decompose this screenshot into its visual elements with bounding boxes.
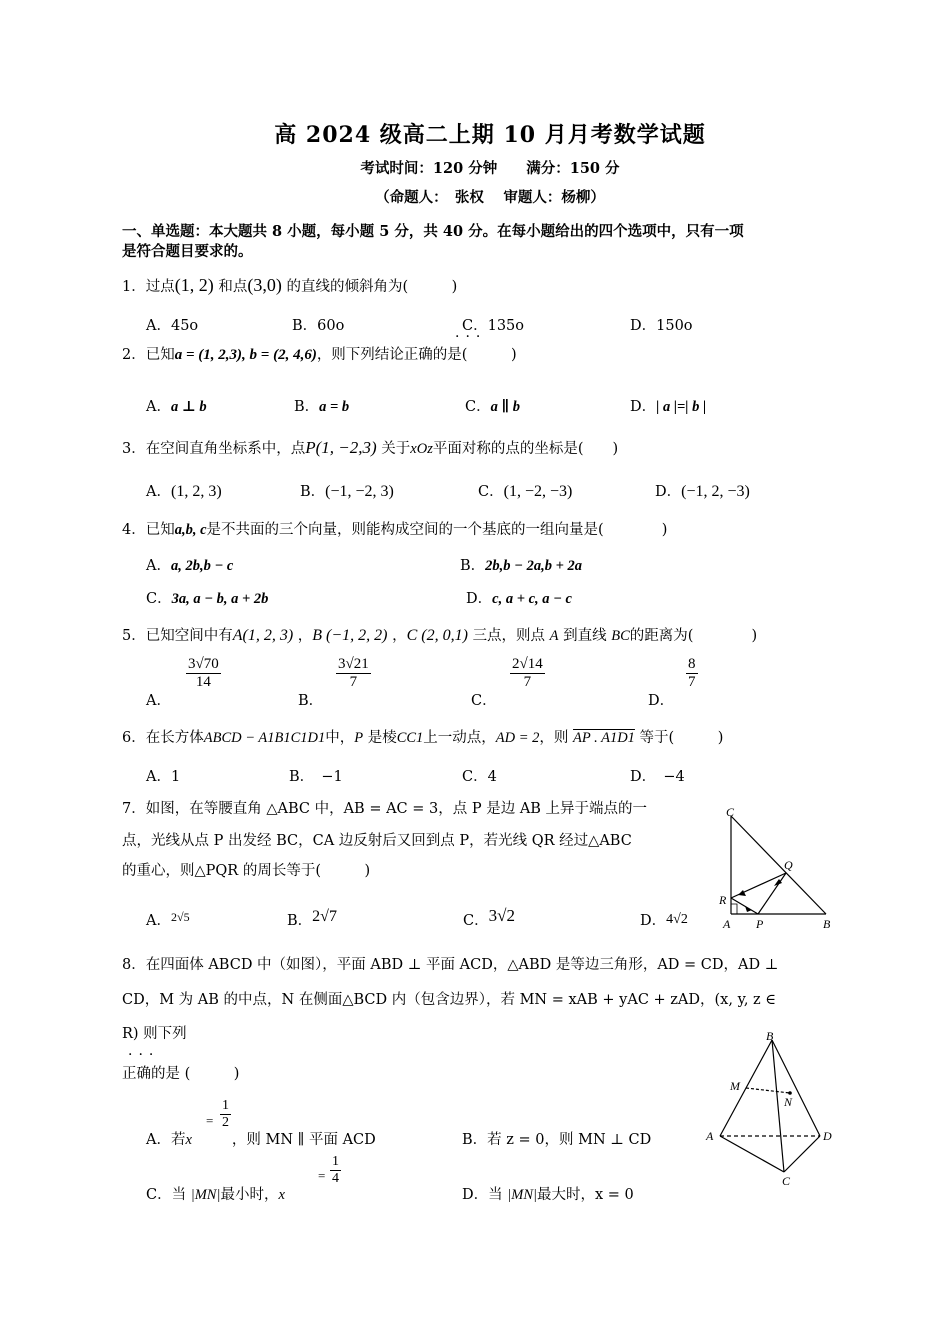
q7-label-r: R (719, 893, 727, 907)
question-8-line4: 正确的是 ( ) (122, 1066, 240, 1082)
q6-cond: AD = 2 (495, 730, 540, 746)
q5-pt: A (549, 628, 559, 644)
question-2-stem (122, 343, 517, 364)
q5-point-a: A(1, 2, 3) (232, 627, 294, 644)
q8-fraction-c-num: 1 (332, 1154, 339, 1169)
q8-option-b: B．若 z = 0，则 MN ⊥ CD (462, 1132, 652, 1148)
q8-fraction-a-num: 1 (222, 1098, 229, 1113)
q2-option-a-label: A． (146, 399, 171, 415)
q8-option-d-rest: 最大时，x = 0 (536, 1187, 634, 1203)
q2-option-c-label: C． (465, 399, 491, 415)
q7-option-d-math: 4√2 (666, 912, 688, 927)
q3-option-c-math: (1, −2, −3) (503, 483, 573, 500)
q3-text-a: 3．在空间直角坐标系中，点 (122, 441, 306, 457)
q6-text-e: ，则 (539, 730, 569, 746)
q5-fraction-b-num: 3√21 (338, 656, 369, 672)
q2-option-a (146, 395, 207, 416)
q7-label-a: A (723, 917, 731, 931)
q8-edge-dc (784, 1136, 820, 1172)
q8-option-a-var: x (185, 1132, 192, 1148)
exam-authors: （命题人： 张权 审题人：杨柳） (375, 189, 605, 206)
q5-fraction-d-den: 7 (688, 674, 696, 690)
q7-ray-rp (731, 898, 758, 914)
q3-option-a-label: A． (146, 484, 171, 500)
emphasis-dots: ··· (455, 329, 487, 345)
q4-text-a: 4．已知 (122, 522, 175, 538)
q8-label-d: D (823, 1129, 832, 1143)
q5-fraction-c (510, 656, 545, 691)
q7-option-c (463, 906, 515, 930)
q5-option-a: A． (146, 693, 171, 709)
q1-point-2: (3,0) (247, 275, 282, 295)
q5-fraction-a-num: 3√70 (188, 656, 219, 672)
question-8-line1: 8．在四面体 ABCD 中（如图），平面 ABD ⊥ 平面 ACD，△ABD 是等边三角形，AD = CD，AD ⊥ (122, 957, 779, 973)
q4-option-a-math: a, 2b,b − c (170, 558, 234, 574)
q4-option-c (146, 587, 268, 608)
q7-label-p: P (756, 917, 764, 931)
q7-arrow-qr (738, 890, 746, 896)
q3-option-d (655, 480, 750, 501)
q2-option-b-label: B． (294, 399, 320, 415)
q8-fraction-a (220, 1098, 231, 1131)
q5-text-b: 三点，则点 (472, 628, 546, 644)
q3-text-c: 平面对称的点的坐标是( ) (432, 441, 619, 457)
question-8-line3: R) 则下列 (122, 1026, 187, 1042)
q1-text-b: 和点 (218, 279, 248, 295)
q7-label-q: Q (784, 858, 793, 872)
q3-option-a (146, 480, 222, 501)
q8-option-a (146, 1128, 376, 1149)
question-5-stem: 5．已知空间中有A(1, 2, 3) ，B (−1, 2, 2) ，C (2, 0,1) 三点，则点 A 到直线 BC的距离为( ) (122, 627, 758, 644)
exam-info: 考试时间：120 分钟 满分：150 分 (360, 160, 620, 177)
q6-option-b: B． −1 (289, 769, 343, 785)
q4-option-c-math: 3a, a − b, a + 2b (171, 591, 269, 607)
q8-fraction-c-den: 4 (332, 1171, 339, 1186)
q8-option-d (462, 1183, 634, 1204)
q7-option-c-label: C． (463, 913, 489, 929)
q3-option-d-math: (−1, 2, −3) (681, 483, 750, 500)
q5-point-c: C (2, 0,1) (406, 627, 468, 644)
q2-option-c-math: a ∥ b (490, 399, 521, 415)
q3-option-c (478, 480, 572, 501)
q5-line: BC (611, 628, 630, 644)
q1-text-a: 1．过点 (122, 279, 175, 295)
q5-text-d: 的距离为( ) (629, 628, 758, 644)
q8-segment-mn (746, 1088, 790, 1093)
q4-option-d-math: c, a + c, a − c (492, 591, 572, 607)
q1-option-a: A．45o (146, 318, 199, 334)
q2-option-c (465, 395, 520, 416)
q2-vectors: a = (1, 2,3), b = (2, 4,6) (174, 347, 317, 363)
q3-option-c-label: C． (478, 484, 504, 500)
q8-label-m: M (730, 1079, 740, 1093)
q8-option-d-label: D．当 (462, 1187, 503, 1203)
q8-option-a-label: A．若 (146, 1132, 186, 1148)
q4-option-b (460, 554, 582, 575)
question-3-stem (122, 437, 618, 458)
q6-text-f: 等于( ) (639, 730, 724, 746)
q7-arrow-rp (745, 906, 752, 912)
q8-label-n: N (784, 1095, 793, 1109)
q3-option-a-math: (1, 2, 3) (170, 483, 222, 500)
q7-side-cb (731, 816, 826, 914)
q2-option-b (294, 395, 349, 416)
q7-option-a-math: 2√5 (170, 910, 190, 924)
q3-option-b-label: B． (300, 484, 326, 500)
q2-option-d (630, 395, 706, 416)
q5-option-b: B． (298, 693, 324, 709)
q4-option-d-label: D． (466, 591, 493, 607)
q2-option-d-label: D． (630, 399, 657, 415)
q8-fraction-c (330, 1154, 341, 1187)
q7-label-b: B (823, 917, 831, 931)
q3-point: P(1, −2,3) (305, 438, 377, 457)
q2-text-b: ，则下列结论正确的是( ) (316, 347, 517, 363)
q6-expr: AP . A1D1 (573, 730, 635, 746)
section-heading-line1: 一、单选题：本大题共 8 小题，每小题 5 分，共 40 分。在每小题给出的四个选项中，只有一项 (122, 223, 744, 240)
question-7-line1: 7．如图，在等腰直角 △ABC 中，AB = AC = 3，点 P 是边 AB 上异于端点的一 (122, 801, 648, 817)
q7-label-c: C (726, 805, 735, 819)
q5-option-c: C． (471, 693, 497, 709)
q4-option-b-math: 2b,b − 2a,b + 2a (485, 558, 582, 574)
q4-option-b-label: B． (460, 558, 486, 574)
q6-text-a: 6．在长方体 (122, 730, 204, 746)
question-1-stem (122, 275, 457, 296)
q6-text-c: 是棱 (367, 730, 397, 746)
q8-option-c-eq: = (318, 1168, 326, 1183)
q4-option-d (466, 587, 572, 608)
q4-option-a-label: A． (146, 558, 171, 574)
q8-label-a: A (706, 1129, 714, 1143)
section-heading-line2: 是符合题目要求的。 (122, 243, 253, 260)
question-7-line3: 的重心，则△PQR 的周长等于( ) (122, 863, 371, 879)
q3-option-b-math: (−1, −2, 3) (325, 483, 394, 500)
q5-option-d: D． (648, 693, 675, 709)
q5-fraction-d (686, 656, 698, 691)
q6-option-c: C．4 (462, 769, 497, 785)
q7-option-b-label: B． (287, 913, 313, 929)
question-6-stem (122, 726, 723, 747)
q1-point-1: (1, 2) (174, 275, 214, 295)
q4-option-a (146, 554, 233, 575)
q6-option-a: A．1 (146, 769, 181, 785)
q7-right-angle (731, 904, 737, 914)
q6-text-b: 中， (325, 730, 355, 746)
q3-plane: xOz (410, 441, 433, 457)
q6-text-d: 上一动点， (423, 730, 496, 746)
q8-label-c: C (782, 1174, 791, 1188)
q5-text-c: 到直线 (563, 628, 607, 644)
q5-fraction-a-den: 14 (195, 674, 211, 690)
q8-option-a-rest: ，则 MN ∥ 平面 ACD (231, 1132, 376, 1148)
question-7-line2: 点，光线从点 P 出发经 BC，CA 边反射后又回到点 P，若光线 QR 经过△ABC (122, 833, 632, 849)
q7-triangle-figure (716, 804, 836, 932)
q5-fraction-c-num: 2√14 (512, 656, 543, 672)
q4-option-c-label: C． (146, 591, 172, 607)
q8-option-c (146, 1183, 285, 1204)
q2-option-b-math: a = b (319, 399, 350, 415)
q4-text-b: 是不共面的三个向量，则能构成空间的一个基底的一组向量是( ) (206, 522, 668, 538)
q5-point-b: B (−1, 2, 2) (312, 627, 388, 644)
q8-option-c-rest: 最小时， (220, 1187, 279, 1203)
q5-fraction-b (336, 656, 371, 691)
q5-fraction-c-den: 7 (523, 674, 532, 690)
q8-option-c-abs: |MN| (190, 1187, 221, 1203)
q8-option-c-var: x (278, 1187, 285, 1203)
q3-option-d-label: D． (655, 484, 682, 500)
exam-title: 高 2024 级高二上期 10 月月考数学试题 (274, 122, 706, 148)
q8-label-b: B (766, 1030, 774, 1043)
q1-text-c: 的直线的倾斜角为( ) (286, 279, 458, 295)
q6-option-d: D． −4 (630, 769, 685, 785)
q6-body: ABCD − A1B1C1D1 (203, 730, 326, 746)
q3-option-b (300, 480, 394, 501)
q7-option-c-math: 3√2 (488, 906, 515, 925)
q7-option-d (640, 909, 688, 930)
q6-edge: CC1 (396, 730, 424, 746)
q7-option-b (287, 909, 337, 930)
question-8-line2: CD，M 为 AB 的中点，N 在侧面△BCD 内（包含边界），若 MN = xAB + yAC + zAD，(x, y, z ∈ (122, 992, 777, 1008)
q8-fraction-a-den: 2 (222, 1115, 229, 1130)
q1-option-c: C．135o (462, 318, 525, 334)
q2-option-d-math: | a |=| b | (656, 399, 707, 415)
q2-option-a-math: a ⊥ b (170, 399, 207, 415)
q4-vectors: a,b, c (174, 522, 207, 538)
q8-edge-ac (720, 1136, 784, 1172)
q1-option-d: D．150o (630, 318, 693, 334)
q7-option-d-label: D． (640, 913, 667, 929)
question-4-stem (122, 518, 667, 539)
q5-fraction-a (186, 656, 221, 691)
q8-option-d-abs: |MN| (507, 1187, 537, 1203)
q3-text-b: 关于 (381, 441, 411, 457)
q5-fraction-b-den: 7 (349, 674, 358, 690)
q6-point: P (354, 730, 364, 746)
q8-option-a-eq: = (206, 1113, 214, 1128)
q8-tetrahedron-figure (702, 1030, 842, 1190)
q5-text-a: 5．已知空间中有 (122, 628, 233, 644)
q7-option-b-math: 2√7 (312, 908, 337, 925)
q5-fraction-d-num: 8 (688, 656, 696, 672)
q1-option-b: B．60o (292, 318, 345, 334)
q7-option-a (146, 909, 190, 930)
q8-option-c-label: C．当 (146, 1187, 187, 1203)
emphasis-dots-q8: ··· (128, 1047, 160, 1063)
q2-text-a: 2．已知 (122, 347, 175, 363)
q7-option-a-label: A． (146, 913, 171, 929)
